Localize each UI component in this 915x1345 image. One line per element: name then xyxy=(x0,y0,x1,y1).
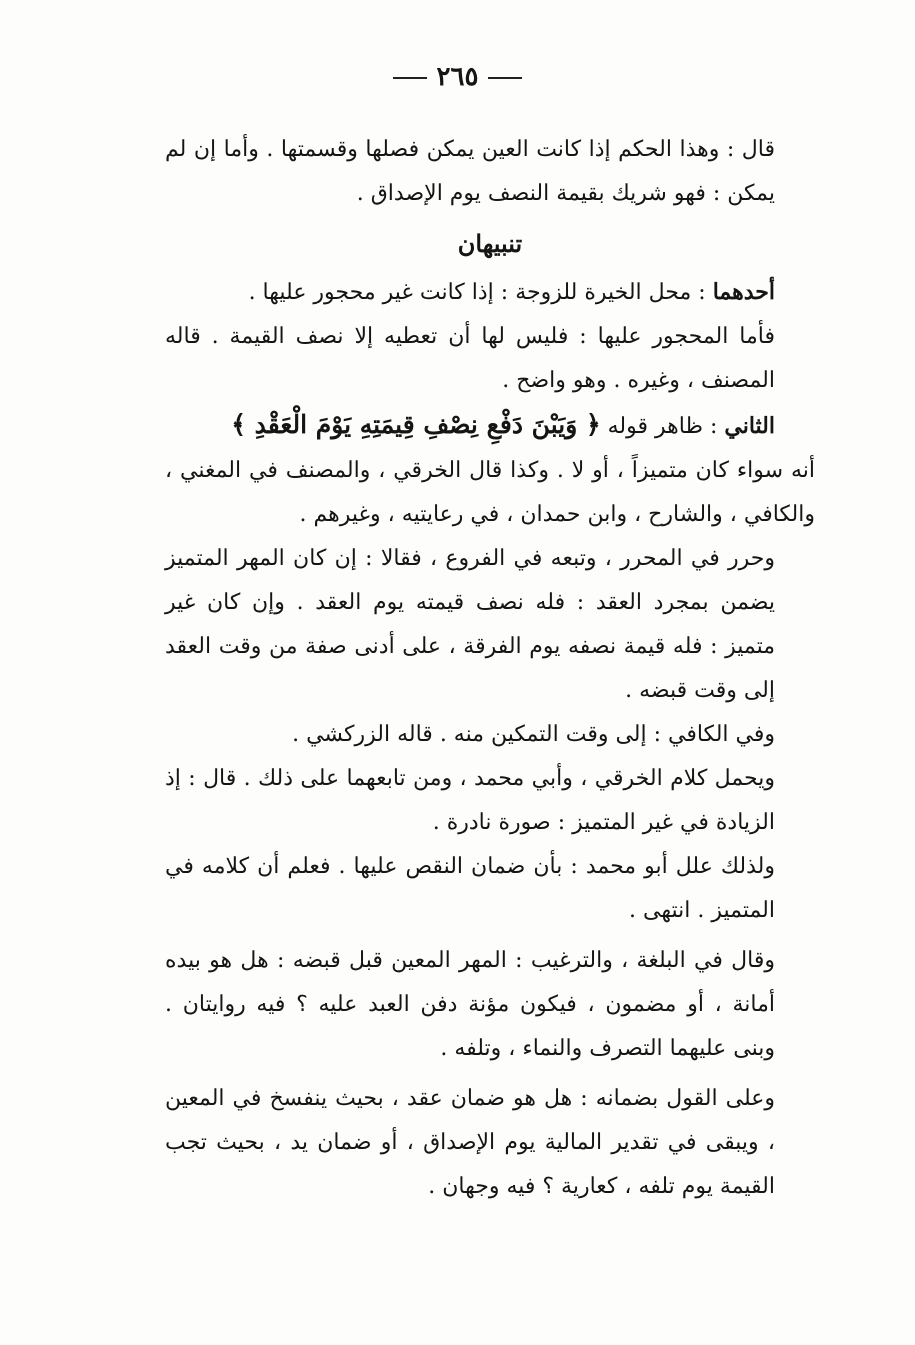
paragraph-4: وحرر في المحرر ، وتبعه في الفروع ، فقالا : إن كان المهر المتميز يضمن بمجرد العقد : فله نصف قيمته يوم العقد . وإن كان غير متميز : فله قيمة نصفه يوم الفرقة ، على أدنى صفة من وقت العقد إلى وقت قبضه . xyxy=(165,546,775,703)
body-text xyxy=(165,128,815,1209)
paragraph-7: ولذلك علل أبو محمد : بأن ضمان النقص عليها . فعلم أن كلامه في المتميز . انتهى . xyxy=(165,854,775,923)
page-number xyxy=(0,62,915,92)
paragraph-1: قال : وهذا الحكم إذا كانت العين يمكن فصلها وقسمتها . وأما إن لم يمكن : فهو شريك بقيمة النصف يوم الإصداق . xyxy=(165,137,775,206)
paragraph-9: وعلى القول بضمانه : هل هو ضمان عقد ، بحيث ينفسخ في المعين ، ويبقى في تقدير المالية يوم الإصداق ، أو ضمان يد ، بحيث تجب القيمة يوم تلفه ، كعارية ؟ فيه وجهان . xyxy=(165,1086,775,1199)
section-heading: تنبيهان xyxy=(457,229,523,258)
paragraph-2: فأما المحجور عليها : فليس لها أن تعطيه إلا نصف القيمة . قاله المصنف ، وغيره . وهو واضح . xyxy=(165,324,775,393)
second-note xyxy=(165,403,815,449)
page-number-text: ٢٦٥ xyxy=(436,62,479,92)
paragraph-5: وفي الكافي : إلى وقت التمكين منه . قاله الزركشي . xyxy=(292,722,775,747)
paragraph-3: أنه سواء كان متميزاً ، أو لا . وكذا قال الخرقي ، والمصنف في المغني ، والكافي ، والشارح ، وابن حمدان ، في رعايتيه ، وغيرهم . xyxy=(165,458,815,527)
first-note xyxy=(165,270,815,315)
page-number-dash-right xyxy=(488,77,522,79)
paragraph-8: وقال في البلغة ، والترغيب : المهر المعين قبل قبضه : هل هو بيده أمانة ، أو مضمون ، فيكون مؤنة دفن العبد عليه ؟ فيه روايتان . وبنى عليهما التصرف والنماء ، وتلفه . xyxy=(165,948,775,1061)
quran-quote: ﴿ وَيَبْنَ دَفْعِ نِصْفِ قِيمَتِهِ يَوْمَ الْعَقْدِ ﴾ xyxy=(231,410,601,439)
page-number-dash-left xyxy=(393,77,427,79)
second-note-text: : ظاهر قوله xyxy=(607,414,718,439)
first-note-text: : محل الخيرة للزوجة : إذا كانت غير محجور عليها . xyxy=(248,280,706,305)
first-note-lead: أحدهما xyxy=(712,279,775,305)
paragraph-6: ويحمل كلام الخرقي ، وأبي محمد ، ومن تابعهما على ذلك . قال : إذ الزيادة في غير المتميز : صورة نادرة . xyxy=(165,766,775,835)
second-note-lead: الثاني xyxy=(724,413,775,439)
